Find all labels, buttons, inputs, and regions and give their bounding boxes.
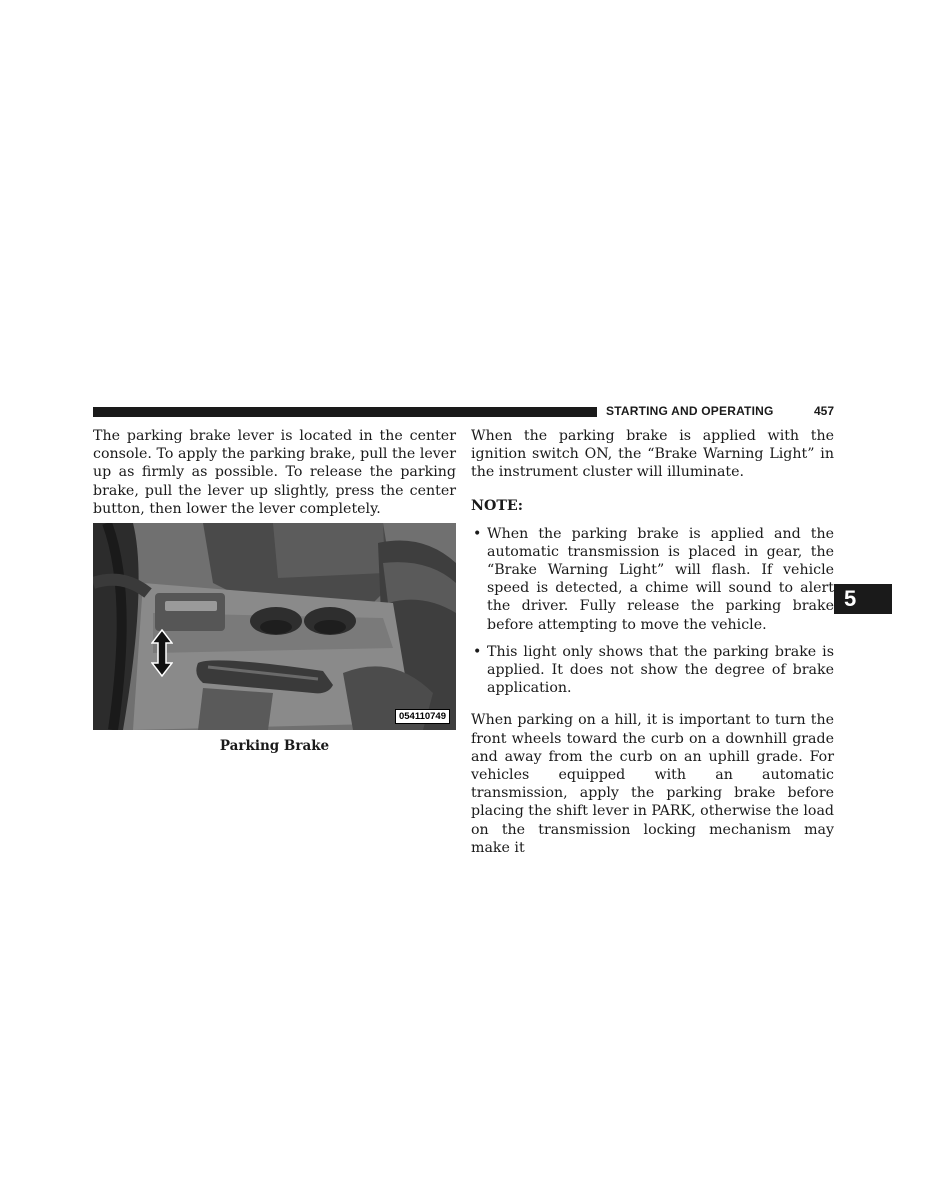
intro-paragraph: The parking brake lever is located in the center console. To apply the parking brake, pull the lever up as firmly as possible. To release the parking brake, pull the lever up slightly, press the center button, then lower the lever completely. — [93, 428, 456, 517]
left-column — [93, 427, 456, 518]
note-label: NOTE: — [471, 497, 523, 514]
list-item — [471, 643, 834, 698]
list-item — [471, 525, 834, 634]
warning-light-paragraph: When the parking brake is applied with the ignition switch ON, the “Brake Warning Light” in the instrument cluster will illuminate. — [471, 428, 834, 481]
list-item-text: This light only shows that the parking brake is applied. It does not show the degree of brake application. — [487, 643, 834, 697]
bullet-icon: • — [473, 643, 482, 660]
parking-brake-figure — [93, 523, 456, 730]
running-header-section: STARTING AND OPERATING — [606, 404, 774, 418]
console-illustration — [93, 523, 456, 730]
double-arrow-icon — [151, 629, 173, 677]
bullet-icon: • — [473, 525, 482, 542]
chapter-tab: 5 — [834, 584, 892, 614]
figure-code: 054110749 — [395, 709, 450, 724]
right-column — [471, 427, 834, 857]
note-list — [471, 525, 834, 698]
hill-parking-paragraph: When parking on a hill, it is important to turn the front wheels toward the curb on a downhill grade and away from the curb on an uphill grade. For vehicles equipped with an automatic transmission, apply the parking brake before placing the shift lever in PARK, otherwise the load on the transmission locking mechanism may make it — [471, 712, 834, 856]
page-number: 457 — [814, 404, 835, 418]
list-item-text: When the parking brake is applied and the automatic transmission is placed in gear, the “Brake Warning Light” will flash. If vehicle speed is detected, a chime will sound to alert the driver. Fully release the parking brake before attempting to move the vehicle. — [487, 525, 834, 633]
figure-caption: Parking Brake — [219, 738, 330, 754]
header-rule — [93, 407, 597, 417]
